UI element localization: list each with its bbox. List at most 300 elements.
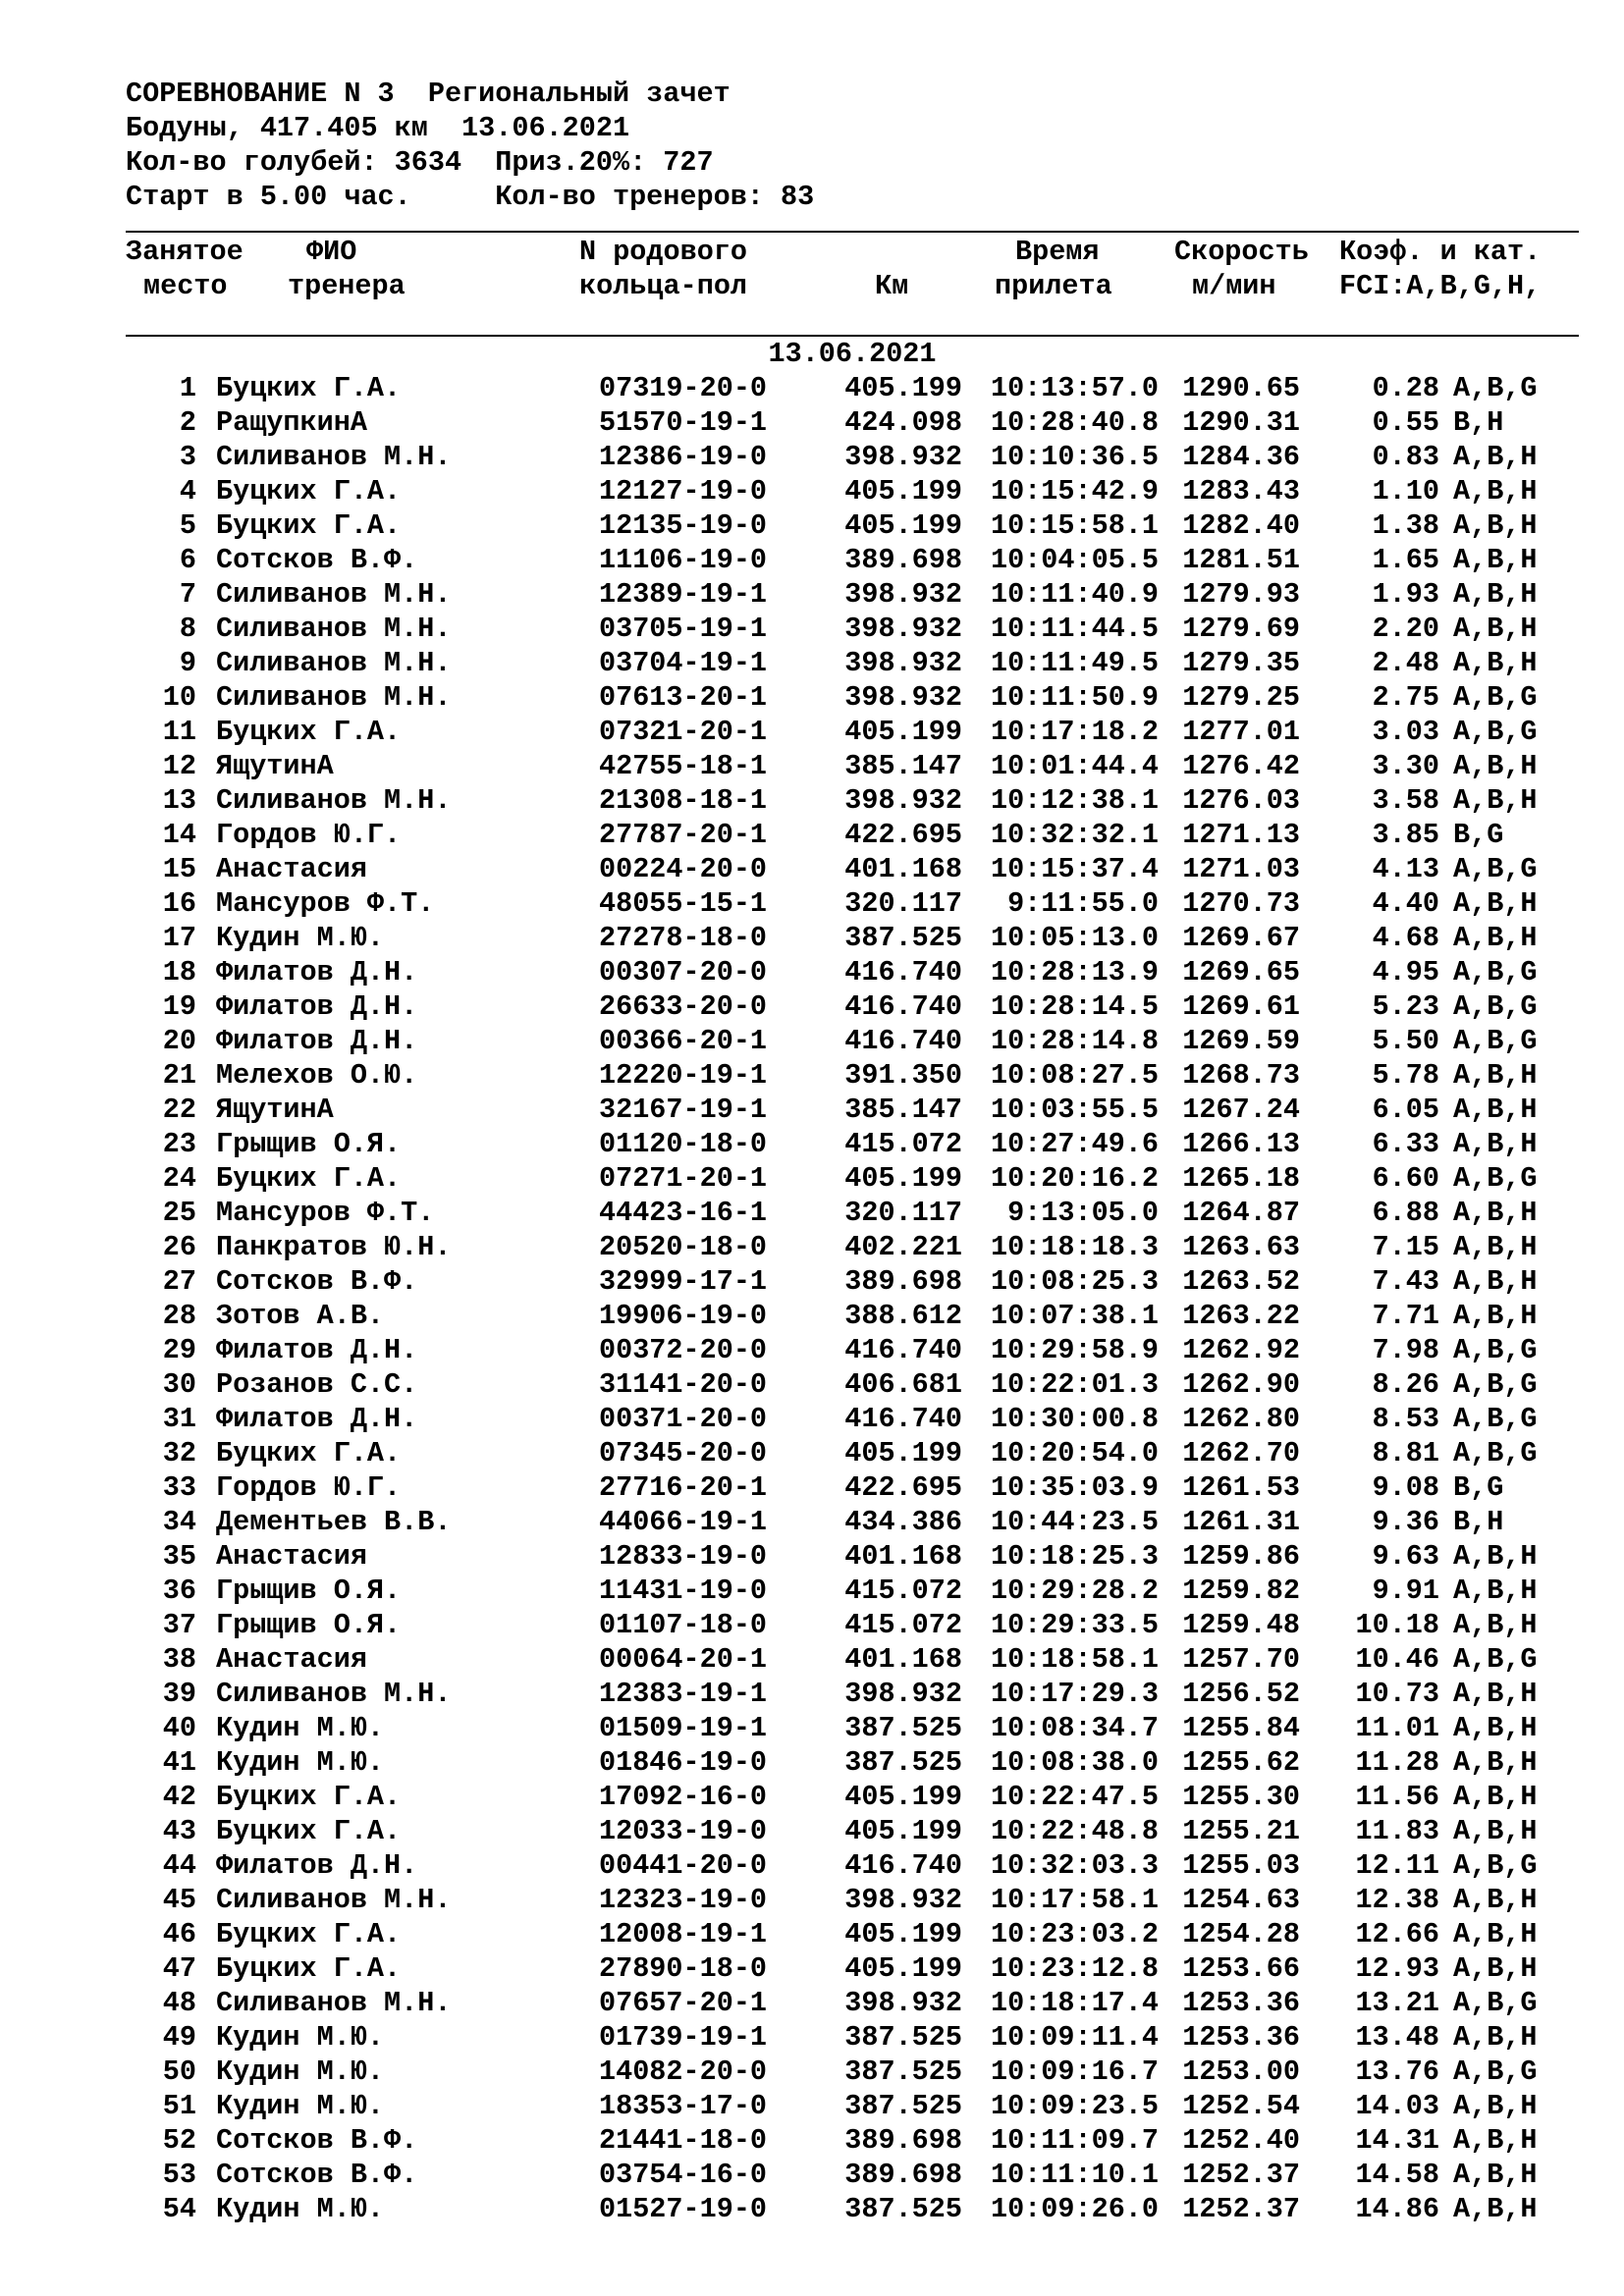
coefficient-cell: 3.03 — [1372, 716, 1439, 748]
coefficient-cell: 9.63 — [1372, 1540, 1439, 1573]
ring-number-cell: 11106-19-0 — [599, 544, 768, 576]
arrival-time-cell: 10:30:00.8 — [990, 1403, 1159, 1435]
place-cell: 8 — [179, 613, 196, 645]
category-cell: A,B,H — [1453, 647, 1538, 679]
distance-cell: 405.199 — [844, 1918, 962, 1950]
ring-number-cell: 19906-19-0 — [599, 1300, 768, 1332]
category-cell: B,G — [1453, 819, 1504, 851]
arrival-time-cell: 10:09:11.4 — [990, 2021, 1159, 2054]
category-cell: A,B,H — [1453, 1575, 1538, 1607]
ring-number-cell: 12323-19-0 — [599, 1884, 768, 1916]
ring-number-cell: 07345-20-0 — [599, 1437, 768, 1469]
arrival-time-cell: 10:11:44.5 — [990, 613, 1159, 645]
speed-cell: 1252.37 — [1182, 2159, 1300, 2191]
coefficient-cell: 7.43 — [1372, 1265, 1439, 1298]
ring-number-cell: 32167-19-1 — [599, 1094, 768, 1126]
distance-cell: 398.932 — [844, 613, 962, 645]
arrival-time-cell: 10:07:38.1 — [990, 1300, 1159, 1332]
trainer-name-cell: Панкратов Ю.Н. — [216, 1231, 452, 1263]
coefficient-cell: 4.95 — [1372, 956, 1439, 988]
coefficient-cell: 14.58 — [1355, 2159, 1439, 2191]
distance-cell: 401.168 — [844, 853, 962, 885]
table-row — [126, 2089, 1579, 2123]
ring-number-cell: 07613-20-1 — [599, 681, 768, 714]
table-row — [126, 1470, 1579, 1505]
speed-cell: 1255.30 — [1182, 1781, 1300, 1813]
speed-cell: 1256.52 — [1182, 1678, 1300, 1710]
coefficient-cell: 4.68 — [1372, 922, 1439, 954]
trainer-name-cell: Кудин М.Ю. — [216, 2090, 385, 2122]
table-row — [126, 1127, 1579, 1161]
ring-number-cell: 07271-20-1 — [599, 1162, 768, 1195]
col-coef-line1: Коэф. и кат. — [1339, 236, 1542, 268]
place-cell: 3 — [179, 441, 196, 473]
place-cell: 4 — [179, 475, 196, 507]
ring-number-cell: 00441-20-0 — [599, 1849, 768, 1882]
trainer-name-cell: Грыщив О.Я. — [216, 1609, 402, 1641]
category-cell: A,B,G — [1453, 1368, 1538, 1401]
table-row — [126, 680, 1579, 715]
coefficient-cell: 11.28 — [1355, 1746, 1439, 1779]
table-row — [126, 1058, 1579, 1093]
speed-cell: 1271.13 — [1182, 819, 1300, 851]
ring-number-cell: 00366-20-1 — [599, 1025, 768, 1057]
column-headers — [126, 233, 1579, 335]
arrival-time-cell: 10:32:03.3 — [990, 1849, 1159, 1882]
distance-cell: 405.199 — [844, 1437, 962, 1469]
speed-cell: 1265.18 — [1182, 1162, 1300, 1195]
ring-number-cell: 03754-16-0 — [599, 2159, 768, 2191]
coefficient-cell: 1.65 — [1372, 544, 1439, 576]
speed-cell: 1253.36 — [1182, 2021, 1300, 2054]
speed-cell: 1262.92 — [1182, 1334, 1300, 1366]
speed-cell: 1290.65 — [1182, 372, 1300, 404]
trainer-name-cell: Силиванов М.Н. — [216, 578, 452, 611]
speed-cell: 1259.48 — [1182, 1609, 1300, 1641]
distance-cell: 405.199 — [844, 1952, 962, 1985]
category-cell: B,H — [1453, 406, 1504, 439]
category-cell: A,B,G — [1453, 1403, 1538, 1435]
category-cell: A,B,H — [1453, 1197, 1538, 1229]
speed-cell: 1263.22 — [1182, 1300, 1300, 1332]
ring-number-cell: 42755-18-1 — [599, 750, 768, 782]
place-cell: 12 — [162, 750, 196, 782]
distance-cell: 405.199 — [844, 475, 962, 507]
category-cell: A,B,H — [1453, 1231, 1538, 1263]
col-name-line1: ФИО — [306, 236, 357, 268]
ring-number-cell: 12033-19-0 — [599, 1815, 768, 1847]
trainer-name-cell: Кудин М.Ю. — [216, 1746, 385, 1779]
results-rows — [126, 371, 1579, 2226]
place-cell: 44 — [162, 1849, 196, 1882]
category-cell: A,B,G — [1453, 1437, 1538, 1469]
arrival-time-cell: 10:09:26.0 — [990, 2193, 1159, 2225]
ring-number-cell: 12127-19-0 — [599, 475, 768, 507]
col-name-line2: тренера — [288, 270, 406, 302]
trainer-name-cell: Кудин М.Ю. — [216, 2021, 385, 2054]
place-cell: 19 — [162, 990, 196, 1023]
speed-cell: 1253.66 — [1182, 1952, 1300, 1985]
place-cell: 32 — [162, 1437, 196, 1469]
ring-number-cell: 14082-20-0 — [599, 2056, 768, 2088]
place-cell: 49 — [162, 2021, 196, 2054]
category-cell: A,B,H — [1453, 578, 1538, 611]
coefficient-cell: 3.85 — [1372, 819, 1439, 851]
category-cell: A,B,H — [1453, 1884, 1538, 1916]
trainer-name-cell: Силиванов М.Н. — [216, 681, 452, 714]
coefficient-cell: 10.46 — [1355, 1643, 1439, 1676]
distance-cell: 320.117 — [844, 887, 962, 920]
location-distance-date: Бодуны, 417.405 км 13.06.2021 — [126, 112, 630, 144]
start-time-trainers: Старт в 5.00 час. Кол-во тренеров: 83 — [126, 181, 815, 213]
coefficient-cell: 11.56 — [1355, 1781, 1439, 1813]
trainer-name-cell: Гордов Ю.Г. — [216, 1471, 402, 1504]
trainer-name-cell: Силиванов М.Н. — [216, 613, 452, 645]
coefficient-cell: 3.30 — [1372, 750, 1439, 782]
place-cell: 40 — [162, 1712, 196, 1744]
col-ring-line1: N родового — [579, 236, 748, 268]
place-cell: 34 — [162, 1506, 196, 1538]
category-cell: A,B,G — [1453, 1987, 1538, 2019]
coefficient-cell: 2.20 — [1372, 613, 1439, 645]
table-row — [126, 1780, 1579, 1814]
distance-cell: 398.932 — [844, 1987, 962, 2019]
category-cell: A,B,H — [1453, 1059, 1538, 1092]
category-cell: A,B,H — [1453, 1918, 1538, 1950]
trainer-name-cell: Кудин М.Ю. — [216, 2193, 385, 2225]
coefficient-cell: 0.28 — [1372, 372, 1439, 404]
category-cell: A,B,G — [1453, 990, 1538, 1023]
coefficient-cell: 5.78 — [1372, 1059, 1439, 1092]
table-row — [126, 577, 1579, 612]
arrival-time-cell: 10:08:25.3 — [990, 1265, 1159, 1298]
ring-number-cell: 44066-19-1 — [599, 1506, 768, 1538]
arrival-time-cell: 10:04:05.5 — [990, 544, 1159, 576]
category-cell: A,B,H — [1453, 544, 1538, 576]
category-cell: A,B,G — [1453, 1025, 1538, 1057]
category-cell: A,B,G — [1453, 716, 1538, 748]
distance-cell: 405.199 — [844, 1162, 962, 1195]
table-row — [126, 371, 1579, 405]
place-cell: 48 — [162, 1987, 196, 2019]
table-row — [126, 1677, 1579, 1711]
speed-cell: 1271.03 — [1182, 853, 1300, 885]
distance-cell: 385.147 — [844, 1094, 962, 1126]
ring-number-cell: 00064-20-1 — [599, 1643, 768, 1676]
category-cell: A,B,G — [1453, 681, 1538, 714]
table-row — [126, 749, 1579, 783]
category-cell: A,B,H — [1453, 1678, 1538, 1710]
table-row — [126, 852, 1579, 886]
ring-number-cell: 07657-20-1 — [599, 1987, 768, 2019]
coefficient-cell: 12.66 — [1355, 1918, 1439, 1950]
distance-cell: 388.612 — [844, 1300, 962, 1332]
ring-number-cell: 21441-18-0 — [599, 2124, 768, 2157]
trainer-name-cell: Кудин М.Ю. — [216, 922, 385, 954]
place-cell: 54 — [162, 2193, 196, 2225]
col-time-line1: Время — [1015, 236, 1100, 268]
coefficient-cell: 0.83 — [1372, 441, 1439, 473]
ring-number-cell: 51570-19-1 — [599, 406, 768, 439]
category-cell: A,B,H — [1453, 509, 1538, 542]
speed-cell: 1252.40 — [1182, 2124, 1300, 2157]
arrival-time-cell: 10:29:58.9 — [990, 1334, 1159, 1366]
table-row — [126, 543, 1579, 577]
arrival-time-cell: 10:11:09.7 — [990, 2124, 1159, 2157]
coefficient-cell: 7.98 — [1372, 1334, 1439, 1366]
arrival-time-cell: 10:05:13.0 — [990, 922, 1159, 954]
trainer-name-cell: Гордов Ю.Г. — [216, 819, 402, 851]
arrival-time-cell: 10:32:32.1 — [990, 819, 1159, 851]
arrival-time-cell: 10:09:23.5 — [990, 2090, 1159, 2122]
table-row — [126, 1986, 1579, 2020]
category-cell: A,B,H — [1453, 2090, 1538, 2122]
coefficient-cell: 8.53 — [1372, 1403, 1439, 1435]
place-cell: 25 — [162, 1197, 196, 1229]
ring-number-cell: 03705-19-1 — [599, 613, 768, 645]
category-cell: A,B,H — [1453, 1128, 1538, 1160]
arrival-time-cell: 10:08:38.0 — [990, 1746, 1159, 1779]
category-cell: A,B,G — [1453, 1849, 1538, 1882]
trainer-name-cell: РащупкинА — [216, 406, 367, 439]
coefficient-cell: 7.15 — [1372, 1231, 1439, 1263]
trainer-name-cell: Анастасия — [216, 1643, 367, 1676]
distance-cell: 398.932 — [844, 681, 962, 714]
trainer-name-cell: Мансуров Ф.Т. — [216, 1197, 435, 1229]
trainer-name-cell: Филатов Д.Н. — [216, 990, 418, 1023]
coefficient-cell: 3.58 — [1372, 784, 1439, 817]
ring-number-cell: 48055-15-1 — [599, 887, 768, 920]
distance-cell: 422.695 — [844, 1471, 962, 1504]
trainer-name-cell: Мелехов О.Ю. — [216, 1059, 418, 1092]
arrival-time-cell: 10:17:18.2 — [990, 716, 1159, 748]
category-cell: A,B,H — [1453, 1746, 1538, 1779]
table-row — [126, 2123, 1579, 2158]
trainer-name-cell: Кудин М.Ю. — [216, 2056, 385, 2088]
category-cell: A,B,G — [1453, 956, 1538, 988]
category-cell: A,B,H — [1453, 784, 1538, 817]
table-row — [126, 1745, 1579, 1780]
distance-cell: 416.740 — [844, 956, 962, 988]
speed-cell: 1255.62 — [1182, 1746, 1300, 1779]
place-cell: 39 — [162, 1678, 196, 1710]
arrival-time-cell: 10:44:23.5 — [990, 1506, 1159, 1538]
coefficient-cell: 14.31 — [1355, 2124, 1439, 2157]
distance-cell: 401.168 — [844, 1643, 962, 1676]
coefficient-cell: 13.21 — [1355, 1987, 1439, 2019]
trainer-name-cell: Силиванов М.Н. — [216, 784, 452, 817]
arrival-time-cell: 10:29:28.2 — [990, 1575, 1159, 1607]
arrival-time-cell: 10:35:03.9 — [990, 1471, 1159, 1504]
arrival-time-cell: 10:15:37.4 — [990, 853, 1159, 885]
arrival-time-cell: 10:12:38.1 — [990, 784, 1159, 817]
table-row — [126, 783, 1579, 818]
arrival-time-cell: 9:11:55.0 — [1007, 887, 1159, 920]
trainer-name-cell: Буцких Г.А. — [216, 509, 402, 542]
place-cell: 14 — [162, 819, 196, 851]
speed-cell: 1254.28 — [1182, 1918, 1300, 1950]
distance-cell: 385.147 — [844, 750, 962, 782]
place-cell: 43 — [162, 1815, 196, 1847]
coefficient-cell: 9.36 — [1372, 1506, 1439, 1538]
table-row — [126, 1299, 1579, 1333]
speed-cell: 1279.25 — [1182, 681, 1300, 714]
ring-number-cell: 00371-20-0 — [599, 1403, 768, 1435]
arrival-time-cell: 10:18:58.1 — [990, 1643, 1159, 1676]
speed-cell: 1253.00 — [1182, 2056, 1300, 2088]
arrival-time-cell: 10:11:50.9 — [990, 681, 1159, 714]
distance-cell: 389.698 — [844, 544, 962, 576]
category-cell: A,B,H — [1453, 887, 1538, 920]
coefficient-cell: 1.10 — [1372, 475, 1439, 507]
table-row — [126, 474, 1579, 508]
table-row — [126, 1024, 1579, 1058]
ring-number-cell: 27278-18-0 — [599, 922, 768, 954]
trainer-name-cell: Буцких Г.А. — [216, 1815, 402, 1847]
distance-cell: 387.525 — [844, 2056, 962, 2088]
competition-title: СОРЕВНОВАНИЕ N 3 Региональный зачет — [126, 78, 731, 110]
coefficient-cell: 2.48 — [1372, 647, 1439, 679]
distance-cell: 389.698 — [844, 1265, 962, 1298]
distance-cell: 398.932 — [844, 784, 962, 817]
ring-number-cell: 01120-18-0 — [599, 1128, 768, 1160]
place-cell: 2 — [179, 406, 196, 439]
distance-cell: 387.525 — [844, 922, 962, 954]
table-row — [126, 1161, 1579, 1196]
place-cell: 35 — [162, 1540, 196, 1573]
arrival-time-cell: 10:27:49.6 — [990, 1128, 1159, 1160]
table-row — [126, 715, 1579, 749]
speed-cell: 1267.24 — [1182, 1094, 1300, 1126]
ring-number-cell: 12833-19-0 — [599, 1540, 768, 1573]
arrival-time-cell: 10:22:47.5 — [990, 1781, 1159, 1813]
trainer-name-cell: Сотсков В.Ф. — [216, 1265, 418, 1298]
trainer-name-cell: Филатов Д.Н. — [216, 1403, 418, 1435]
ring-number-cell: 31141-20-0 — [599, 1368, 768, 1401]
place-cell: 17 — [162, 922, 196, 954]
distance-cell: 387.525 — [844, 1746, 962, 1779]
coefficient-cell: 5.50 — [1372, 1025, 1439, 1057]
category-cell: A,B,G — [1453, 1643, 1538, 1676]
distance-cell: 401.168 — [844, 1540, 962, 1573]
trainer-name-cell: ЯщутинА — [216, 1094, 334, 1126]
place-cell: 10 — [162, 681, 196, 714]
table-row — [126, 1367, 1579, 1402]
trainer-name-cell: Розанов С.С. — [216, 1368, 418, 1401]
table-row — [126, 1093, 1579, 1127]
category-cell: A,B,H — [1453, 1712, 1538, 1744]
coefficient-cell: 0.55 — [1372, 406, 1439, 439]
place-cell: 23 — [162, 1128, 196, 1160]
document-header — [126, 77, 1579, 214]
distance-cell: 416.740 — [844, 1334, 962, 1366]
distance-cell: 391.350 — [844, 1059, 962, 1092]
category-cell: A,B,G — [1453, 372, 1538, 404]
category-cell: A,B,H — [1453, 922, 1538, 954]
table-row — [126, 1402, 1579, 1436]
speed-cell: 1282.40 — [1182, 509, 1300, 542]
table-row — [126, 1539, 1579, 1574]
speed-cell: 1270.73 — [1182, 887, 1300, 920]
table-row — [126, 612, 1579, 646]
distance-cell: 406.681 — [844, 1368, 962, 1401]
speed-cell: 1269.67 — [1182, 922, 1300, 954]
speed-cell: 1284.36 — [1182, 441, 1300, 473]
speed-cell: 1269.65 — [1182, 956, 1300, 988]
category-cell: A,B,G — [1453, 2056, 1538, 2088]
trainer-name-cell: Буцких Г.А. — [216, 1781, 402, 1813]
trainer-name-cell: Буцких Г.А. — [216, 1952, 402, 1985]
ring-number-cell: 07321-20-1 — [599, 716, 768, 748]
arrival-time-cell: 10:29:33.5 — [990, 1609, 1159, 1641]
place-cell: 15 — [162, 853, 196, 885]
coefficient-cell: 14.86 — [1355, 2193, 1439, 2225]
distance-cell: 398.932 — [844, 578, 962, 611]
table-row — [126, 1848, 1579, 1883]
speed-cell: 1268.73 — [1182, 1059, 1300, 1092]
coefficient-cell: 1.38 — [1372, 509, 1439, 542]
category-cell: A,B,H — [1453, 1094, 1538, 1126]
place-cell: 26 — [162, 1231, 196, 1263]
speed-cell: 1263.63 — [1182, 1231, 1300, 1263]
table-row — [126, 508, 1579, 543]
category-cell: A,B,H — [1453, 2159, 1538, 2191]
trainer-name-cell: Буцких Г.А. — [216, 1918, 402, 1950]
trainer-name-cell: Кудин М.Ю. — [216, 1712, 385, 1744]
speed-cell: 1283.43 — [1182, 475, 1300, 507]
speed-cell: 1262.70 — [1182, 1437, 1300, 1469]
distance-cell: 422.695 — [844, 819, 962, 851]
arrival-time-cell: 10:20:16.2 — [990, 1162, 1159, 1195]
distance-cell: 434.386 — [844, 1506, 962, 1538]
category-cell: A,B,H — [1453, 613, 1538, 645]
category-cell: A,B,H — [1453, 1265, 1538, 1298]
arrival-time-cell: 10:28:13.9 — [990, 956, 1159, 988]
arrival-time-cell: 10:28:40.8 — [990, 406, 1159, 439]
trainer-name-cell: Филатов Д.Н. — [216, 1849, 418, 1882]
ring-number-cell: 32999-17-1 — [599, 1265, 768, 1298]
speed-cell: 1263.52 — [1182, 1265, 1300, 1298]
table-row — [126, 1333, 1579, 1367]
ring-number-cell: 12389-19-1 — [599, 578, 768, 611]
pigeon-count-prizes: Кол-во голубей: 3634 Приз.20%: 727 — [126, 146, 714, 179]
ring-number-cell: 12135-19-0 — [599, 509, 768, 542]
place-cell: 45 — [162, 1884, 196, 1916]
category-cell: A,B,G — [1453, 1162, 1538, 1195]
place-cell: 47 — [162, 1952, 196, 1985]
arrival-time-cell: 10:15:42.9 — [990, 475, 1159, 507]
trainer-name-cell: Силиванов М.Н. — [216, 1884, 452, 1916]
arrival-time-cell: 10:22:01.3 — [990, 1368, 1159, 1401]
arrival-time-cell: 10:17:29.3 — [990, 1678, 1159, 1710]
speed-cell: 1276.03 — [1182, 784, 1300, 817]
coefficient-cell: 11.83 — [1355, 1815, 1439, 1847]
speed-cell: 1290.31 — [1182, 406, 1300, 439]
col-speed-line1: Скорость — [1174, 236, 1309, 268]
place-cell: 37 — [162, 1609, 196, 1641]
place-cell: 36 — [162, 1575, 196, 1607]
coefficient-cell: 12.93 — [1355, 1952, 1439, 1985]
category-cell: B,G — [1453, 1471, 1504, 1504]
place-cell: 27 — [162, 1265, 196, 1298]
ring-number-cell: 01527-19-0 — [599, 2193, 768, 2225]
distance-cell: 415.072 — [844, 1575, 962, 1607]
trainer-name-cell: Буцких Г.А. — [216, 1162, 402, 1195]
speed-cell: 1253.36 — [1182, 1987, 1300, 2019]
table-row — [126, 1883, 1579, 1917]
speed-cell: 1281.51 — [1182, 544, 1300, 576]
coefficient-cell: 14.03 — [1355, 2090, 1439, 2122]
